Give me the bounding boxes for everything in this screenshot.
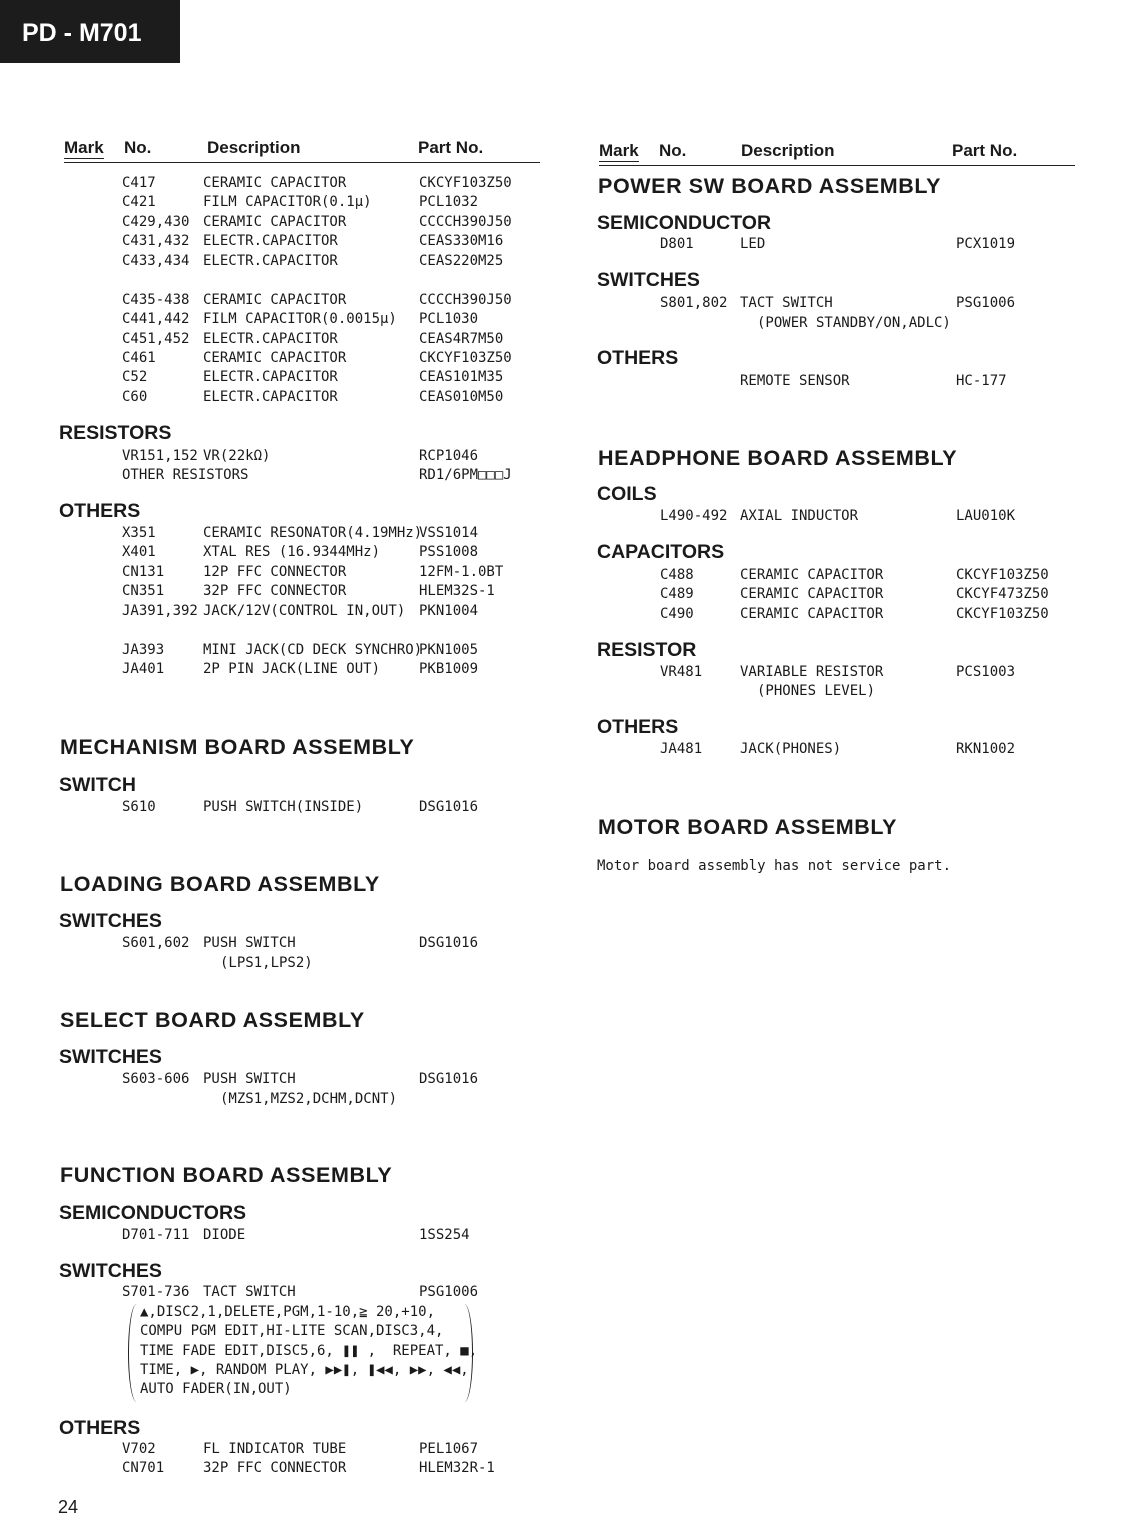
switch-function-list: TIME, ▶, RANDOM PLAY, ▶▶❚, ❚◀◀, ▶▶, ◀◀, [140, 1362, 469, 1378]
part-no: C431,432 [122, 233, 190, 249]
part-number: HC-177 [956, 373, 1007, 389]
part-no: C421 [122, 194, 156, 210]
part-no: L490-492 [660, 508, 728, 524]
part-description: ELECTR.CAPACITOR [203, 389, 338, 405]
subsection-heading: SWITCHES [59, 1046, 162, 1068]
part-description: OTHER RESISTORS [122, 467, 249, 483]
part-note: (POWER STANDBY/ON,ADLC) [757, 315, 951, 331]
part-description: VR(22kΩ) [203, 448, 271, 464]
part-no: X351 [122, 525, 156, 541]
part-number: CEAS101M35 [419, 369, 504, 385]
part-number: 1SS254 [419, 1227, 470, 1243]
part-number: DSG1016 [419, 799, 479, 815]
part-description: CERAMIC CAPACITOR [203, 350, 347, 366]
part-description: 32P FFC CONNECTOR [203, 583, 347, 599]
subsection-heading: SWITCH [59, 774, 136, 796]
part-no: D801 [660, 236, 694, 252]
part-no: S603-606 [122, 1071, 190, 1087]
part-number: CEAS330M16 [419, 233, 504, 249]
section-title-mechanism: MECHANISM BOARD ASSEMBLY [60, 735, 415, 759]
part-number: CKCYF473Z50 [956, 586, 1049, 602]
part-number: PKN1004 [419, 603, 479, 619]
part-number: PSG1006 [956, 295, 1016, 311]
part-no: C489 [660, 586, 694, 602]
part-no: JA391,392 [122, 603, 198, 619]
section-heading-others: OTHERS [59, 500, 141, 522]
part-description: PUSH SWITCH(INSIDE) [203, 799, 364, 815]
subsection-heading: COILS [597, 483, 657, 505]
part-number: CCCCH390J50 [419, 292, 512, 308]
part-no: CN351 [122, 583, 165, 599]
part-description: FILM CAPACITOR(0.0015μ) [203, 311, 397, 327]
part-no: S601,602 [122, 935, 190, 951]
part-description: MINI JACK(CD DECK SYNCHRO) [203, 642, 423, 658]
part-no: C429,430 [122, 214, 190, 230]
part-description: CERAMIC RESONATOR(4.19MHz) [203, 525, 423, 541]
part-number: CKCYF103Z50 [419, 175, 512, 191]
part-number: HLEM32R-1 [419, 1460, 495, 1476]
part-no: D701-711 [122, 1227, 190, 1243]
header-mark: Mark [64, 138, 104, 157]
subsection-heading: OTHERS [597, 347, 679, 369]
part-no: C433,434 [122, 253, 190, 269]
part-description: JACK(PHONES) [740, 741, 842, 757]
subsection-heading: SWITCHES [59, 910, 162, 932]
subsection-heading: RESISTOR [597, 639, 697, 661]
part-no: C52 [122, 369, 148, 385]
subsection-heading: CAPACITORS [597, 541, 725, 563]
part-number: CKCYF103Z50 [956, 606, 1049, 622]
part-number: DSG1016 [419, 1071, 479, 1087]
part-no: X401 [122, 544, 156, 560]
part-no: C490 [660, 606, 694, 622]
part-description: TACT SWITCH [740, 295, 833, 311]
part-description: VARIABLE RESISTOR [740, 664, 884, 680]
part-number: CEAS220M25 [419, 253, 504, 269]
section-title-power-sw: POWER SW BOARD ASSEMBLY [598, 174, 942, 198]
part-number: PCL1032 [419, 194, 479, 210]
subsection-heading: SEMICONDUCTORS [59, 1202, 247, 1224]
part-no: C435-438 [122, 292, 190, 308]
part-no: C488 [660, 567, 694, 583]
part-number: LAU010K [956, 508, 1016, 524]
header-description: Description [207, 138, 301, 157]
part-no: C451,452 [122, 331, 190, 347]
part-number: CKCYF103Z50 [956, 567, 1049, 583]
part-description: XTAL RES (16.9344MHz) [203, 544, 381, 560]
part-description: PUSH SWITCH [203, 935, 296, 951]
switch-function-list: COMPU PGM EDIT,HI-LITE SCAN,DISC3,4, [140, 1323, 444, 1339]
part-number: RD1/6PM□□□J [419, 467, 512, 483]
part-number: PKB1009 [419, 661, 479, 677]
part-description: JACK/12V(CONTROL IN,OUT) [203, 603, 406, 619]
part-no: S610 [122, 799, 156, 815]
part-number: CEAS4R7M50 [419, 331, 504, 347]
part-note: (PHONES LEVEL) [757, 683, 876, 699]
part-description: CERAMIC CAPACITOR [740, 606, 884, 622]
part-no: JA393 [122, 642, 165, 658]
part-number: PCX1019 [956, 236, 1016, 252]
part-no: JA481 [660, 741, 703, 757]
part-description: ELECTR.CAPACITOR [203, 253, 338, 269]
part-description: CERAMIC CAPACITOR [740, 567, 884, 583]
part-number: PSS1008 [419, 544, 479, 560]
subsection-heading: SWITCHES [597, 269, 700, 291]
column-header-left [64, 136, 540, 163]
header-mark: Mark [599, 141, 639, 160]
section-title-loading: LOADING BOARD ASSEMBLY [60, 872, 380, 896]
part-number: DSG1016 [419, 935, 479, 951]
header-description: Description [741, 141, 835, 160]
part-description: 32P FFC CONNECTOR [203, 1460, 347, 1476]
motor-note: Motor board assembly has not service part. [597, 858, 952, 874]
section-title-function: FUNCTION BOARD ASSEMBLY [60, 1163, 393, 1187]
part-description: FL INDICATOR TUBE [203, 1441, 347, 1457]
section-title-motor: MOTOR BOARD ASSEMBLY [598, 815, 898, 839]
part-description: LED [740, 236, 766, 252]
subsection-heading: OTHERS [59, 1417, 141, 1439]
column-header-right [599, 139, 1075, 166]
switch-function-list: AUTO FADER(IN,OUT) [140, 1381, 292, 1397]
part-no: CN701 [122, 1460, 165, 1476]
part-description: ELECTR.CAPACITOR [203, 233, 338, 249]
part-description: ELECTR.CAPACITOR [203, 331, 338, 347]
part-number: PCL1030 [419, 311, 479, 327]
part-number: 12FM-1.0BT [419, 564, 504, 580]
section-heading-resistors: RESISTORS [59, 422, 172, 444]
part-number: PSG1006 [419, 1284, 479, 1300]
part-no: V702 [122, 1441, 156, 1457]
part-number: CEAS010M50 [419, 389, 504, 405]
part-no: VR481 [660, 664, 703, 680]
part-note: (MZS1,MZS2,DCHM,DCNT) [220, 1091, 398, 1107]
part-description: AXIAL INDUCTOR [740, 508, 859, 524]
part-no: C60 [122, 389, 148, 405]
part-number: CCCCH390J50 [419, 214, 512, 230]
header-no: No. [124, 138, 152, 157]
part-no: JA401 [122, 661, 165, 677]
part-number: PCS1003 [956, 664, 1016, 680]
part-description: REMOTE SENSOR [740, 373, 850, 389]
part-no: CN131 [122, 564, 165, 580]
part-description: TACT SWITCH [203, 1284, 296, 1300]
part-description: FILM CAPACITOR(0.1μ) [203, 194, 372, 210]
header-part-no: Part No. [418, 138, 484, 157]
part-number: VSS1014 [419, 525, 479, 541]
page-number: 24 [58, 1497, 79, 1517]
subsection-heading: SEMICONDUCTOR [597, 212, 772, 234]
switch-function-list: ▲,DISC2,1,DELETE,PGM,1-10,≧ 20,+10, [140, 1304, 436, 1320]
part-description: 2P PIN JACK(LINE OUT) [203, 661, 381, 677]
part-no: C417 [122, 175, 156, 191]
part-no: S801,802 [660, 295, 728, 311]
part-description: CERAMIC CAPACITOR [203, 214, 347, 230]
part-description: CERAMIC CAPACITOR [740, 586, 884, 602]
part-number: RCP1046 [419, 448, 479, 464]
part-note: (LPS1,LPS2) [220, 955, 313, 971]
subsection-heading: SWITCHES [59, 1260, 162, 1282]
section-title-headphone: HEADPHONE BOARD ASSEMBLY [598, 446, 958, 470]
part-description: PUSH SWITCH [203, 1071, 296, 1087]
part-description: ELECTR.CAPACITOR [203, 369, 338, 385]
part-number: RKN1002 [956, 741, 1016, 757]
section-title-select: SELECT BOARD ASSEMBLY [60, 1008, 365, 1032]
part-number: HLEM32S-1 [419, 583, 495, 599]
header-part-no: Part No. [952, 141, 1018, 160]
switch-function-list: TIME FADE EDIT,DISC5,6, ❚❚ , REPEAT, ■, [140, 1343, 478, 1359]
part-no: S701-736 [122, 1284, 190, 1300]
part-no: C461 [122, 350, 156, 366]
part-description: DIODE [203, 1227, 246, 1243]
subsection-heading: OTHERS [597, 716, 679, 738]
page-title: PD - M701 [0, 0, 180, 63]
part-number: PEL1067 [419, 1441, 479, 1457]
part-description: CERAMIC CAPACITOR [203, 292, 347, 308]
header-no: No. [659, 141, 687, 160]
part-description: 12P FFC CONNECTOR [203, 564, 347, 580]
part-no: C441,442 [122, 311, 190, 327]
part-no: VR151,152 [122, 448, 198, 464]
part-number: CKCYF103Z50 [419, 350, 512, 366]
part-number: PKN1005 [419, 642, 479, 658]
part-description: CERAMIC CAPACITOR [203, 175, 347, 191]
